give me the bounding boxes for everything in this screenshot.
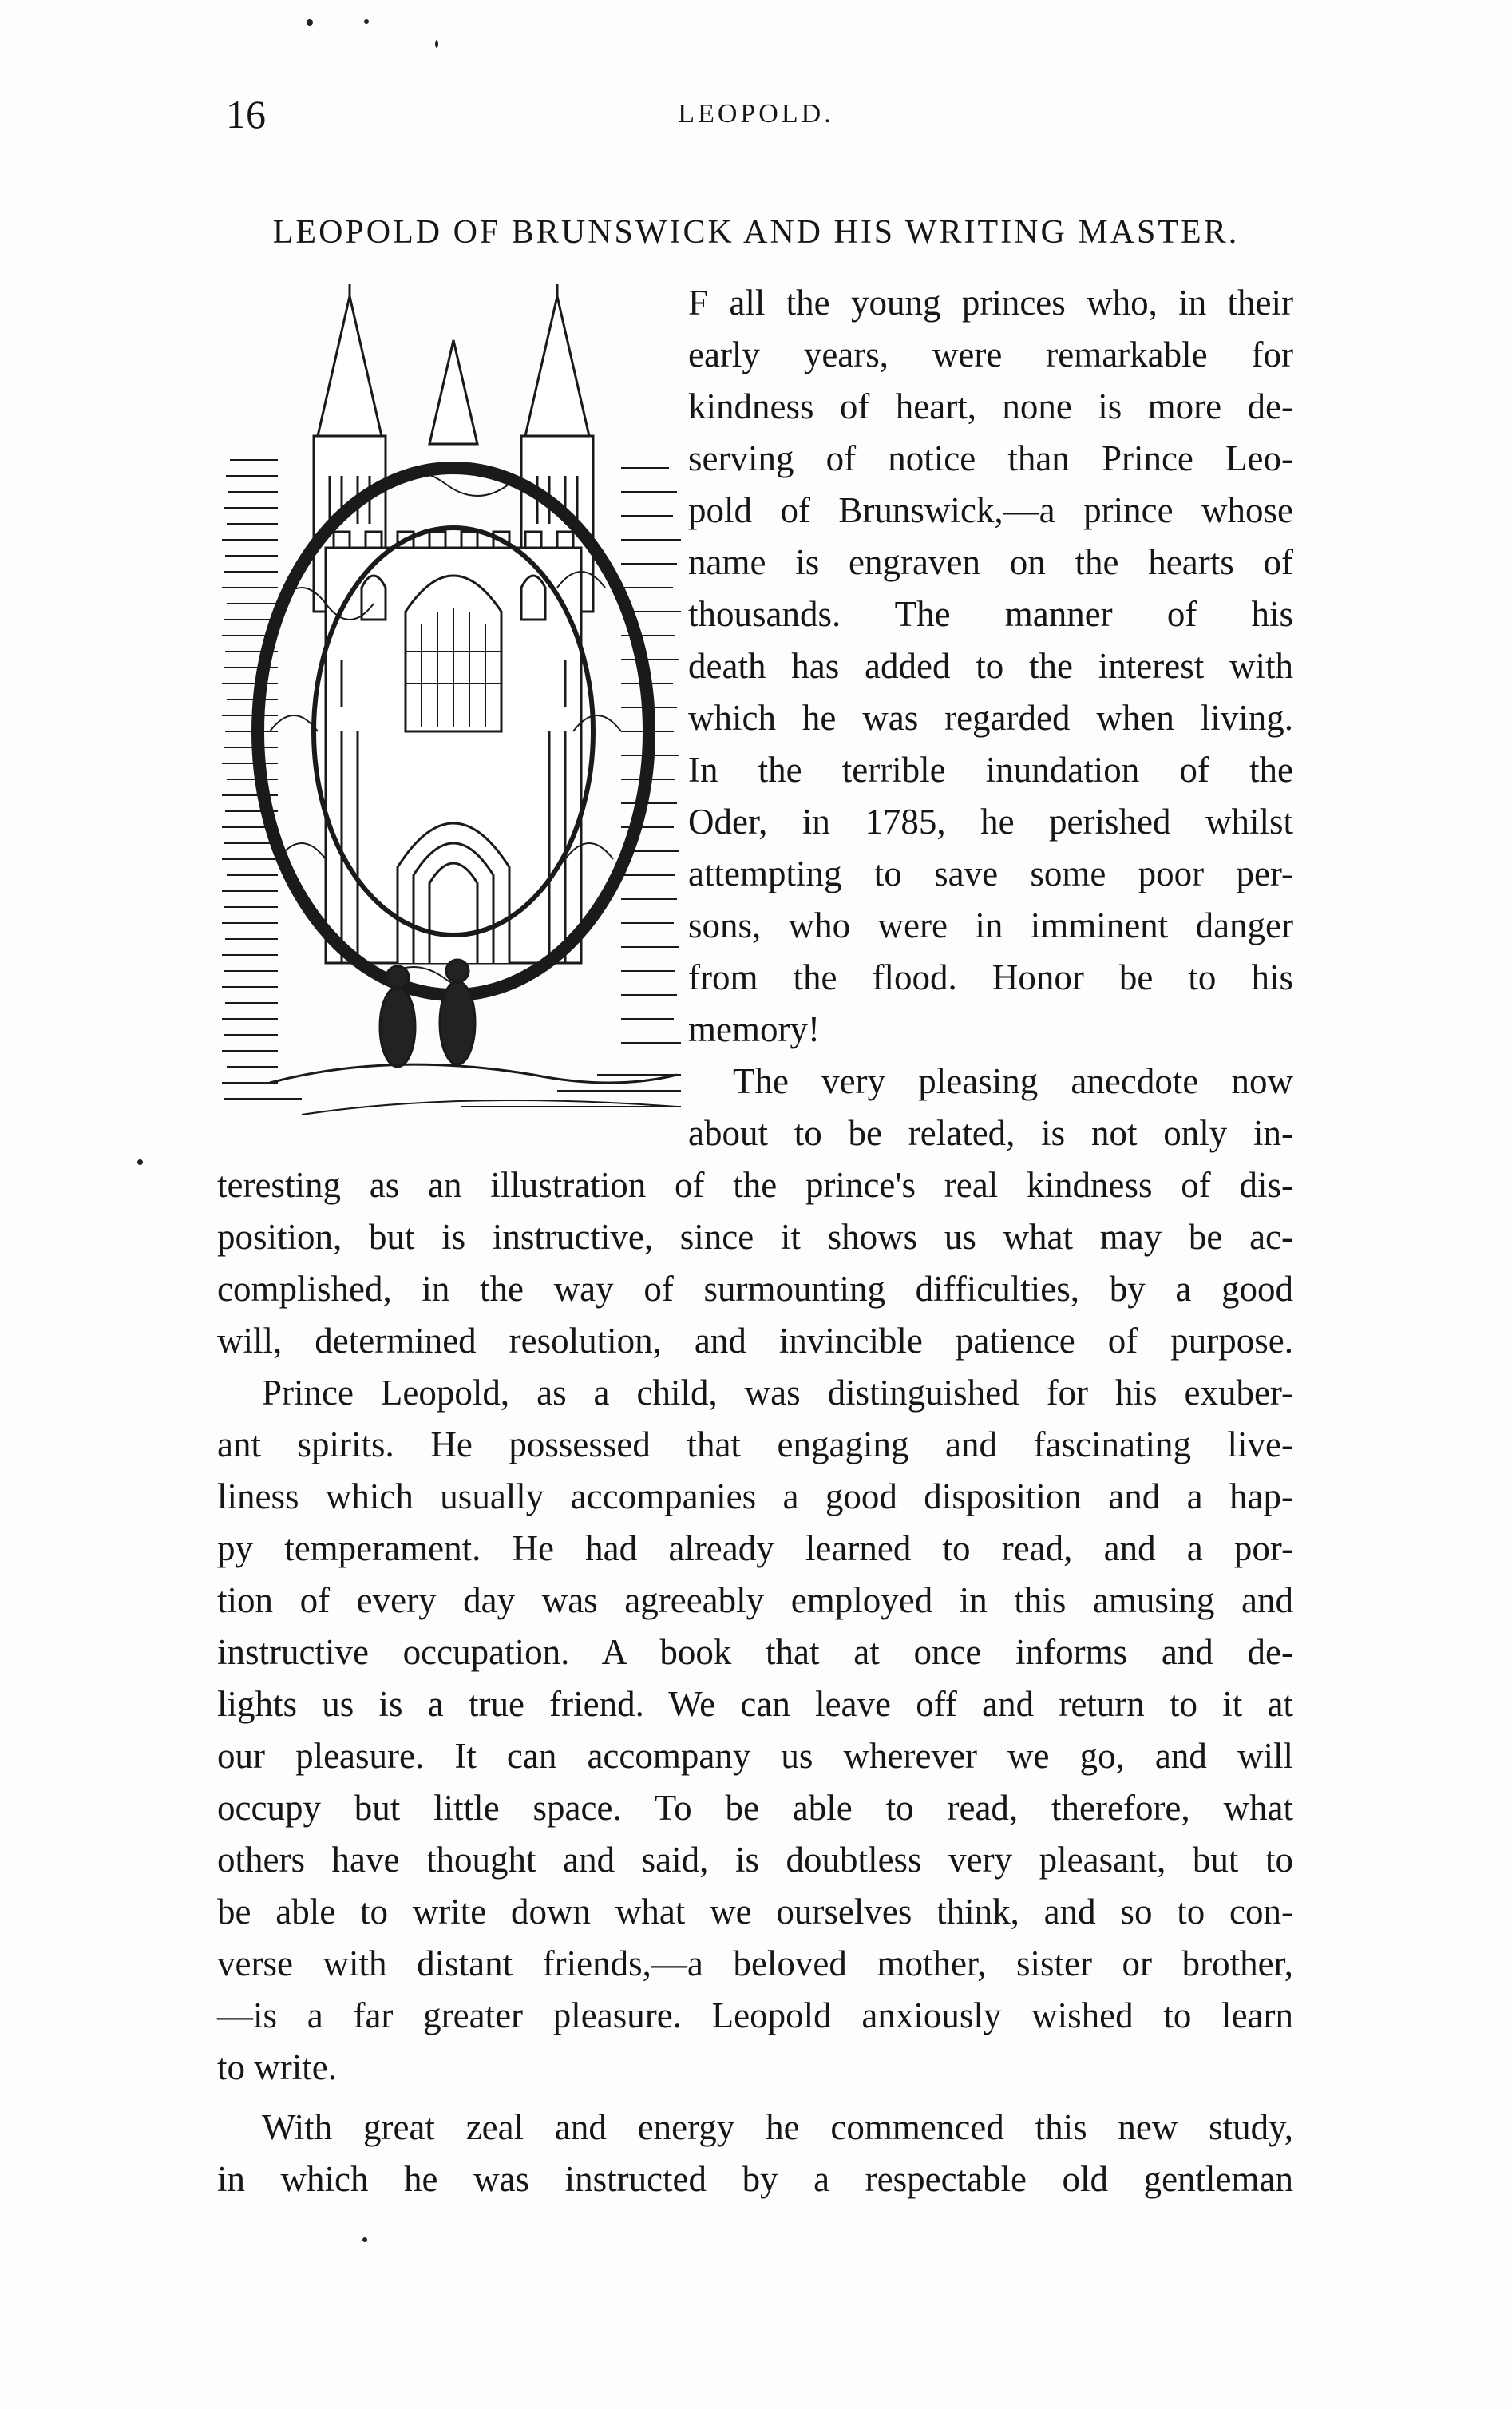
gothic-church-initial-icon: [222, 284, 685, 1131]
text-line: which he was regarded when living.: [688, 698, 1293, 738]
text-line: Oder, in 1785, he perished whilst: [688, 802, 1293, 842]
ground: [270, 1064, 677, 1083]
text-line: With great zeal and energy he commenced this new study,: [262, 2107, 1293, 2147]
scan-speck: [364, 19, 369, 24]
text-line: The very pleasing anecdote now: [733, 1061, 1293, 1101]
text-line: be able to write down what we ourselves think, and so to con-: [217, 1892, 1293, 1932]
text-line: about to be related, is not only in-: [688, 1113, 1293, 1153]
text-line: complished, in the way of surmounting difficulties, by a good: [217, 1269, 1293, 1309]
text-line: sons, who were in imminent danger: [688, 905, 1293, 945]
text-line: pold of Brunswick,—a prince whose: [688, 490, 1293, 530]
text-line: from the flood. Honor be to his: [688, 957, 1293, 997]
figures: [380, 960, 475, 1067]
text-line: instructive occupation. A book that at once informs and de-: [217, 1632, 1293, 1672]
text-line: In the terrible inundation of the: [688, 750, 1293, 790]
page-number: 16: [226, 92, 266, 137]
text-line: verse with distant friends,—a beloved mother, sister or brother,: [217, 1943, 1293, 1983]
center-spire: [429, 340, 477, 444]
text-line: early years, were remarkable for: [688, 335, 1293, 374]
text-line: —is a far greater pleasure. Leopold anxiously wished to learn: [217, 1995, 1293, 2035]
text-line: memory!: [688, 1009, 820, 1049]
text-line: F all the young princes who, in their: [688, 283, 1293, 323]
text-line: py temperament. He had already learned to read, and a por-: [217, 1528, 1293, 1568]
text-line: tion of every day was agreeably employed in this amusing and: [217, 1580, 1293, 1620]
text-line: lights us is a true friend. We can leave off and return to it at: [217, 1684, 1293, 1724]
text-line: kindness of heart, none is more de-: [688, 386, 1293, 426]
text-line: others have thought and said, is doubtless very pleasant, but to: [217, 1840, 1293, 1880]
chapter-title: LEOPOLD OF BRUNSWICK AND HIS WRITING MASTER.: [272, 214, 1240, 251]
text-line: death has added to the interest with: [688, 646, 1293, 686]
scan-speck: [137, 1159, 143, 1165]
text-line: will, determined resolution, and invincible patience of purpose.: [217, 1321, 1293, 1361]
text-line: Prince Leopold, as a child, was distinguished for his exuber-: [262, 1373, 1293, 1413]
text-line: ant spirits. He possessed that engaging and fascinating live-: [217, 1424, 1293, 1464]
text-line: teresting as an illustration of the prince's real kindness of dis-: [217, 1165, 1293, 1205]
text-line: our pleasure. It can accompany us wherever we go, and will: [217, 1736, 1293, 1776]
text-line: name is engraven on the hearts of: [688, 542, 1293, 582]
text-line: attempting to save some poor per-: [688, 854, 1293, 893]
text-line: occupy but little space. To be able to read, therefore, what: [217, 1788, 1293, 1828]
scan-speck: [435, 40, 438, 48]
text-line: thousands. The manner of his: [688, 594, 1293, 634]
text-line: serving of notice than Prince Leo-: [688, 438, 1293, 478]
scan-speck: [362, 2237, 367, 2242]
scan-speck: [307, 19, 313, 26]
running-head: LEOPOLD.: [678, 99, 834, 129]
text-line: liness which usually accompanies a good disposition and a hap-: [217, 1476, 1293, 1516]
text-line: position, but is instructive, since it shows us what may be ac-: [217, 1217, 1293, 1257]
text-line: to write.: [217, 2047, 337, 2087]
text-line: in which he was instructed by a respectable old gentleman: [217, 2159, 1293, 2199]
